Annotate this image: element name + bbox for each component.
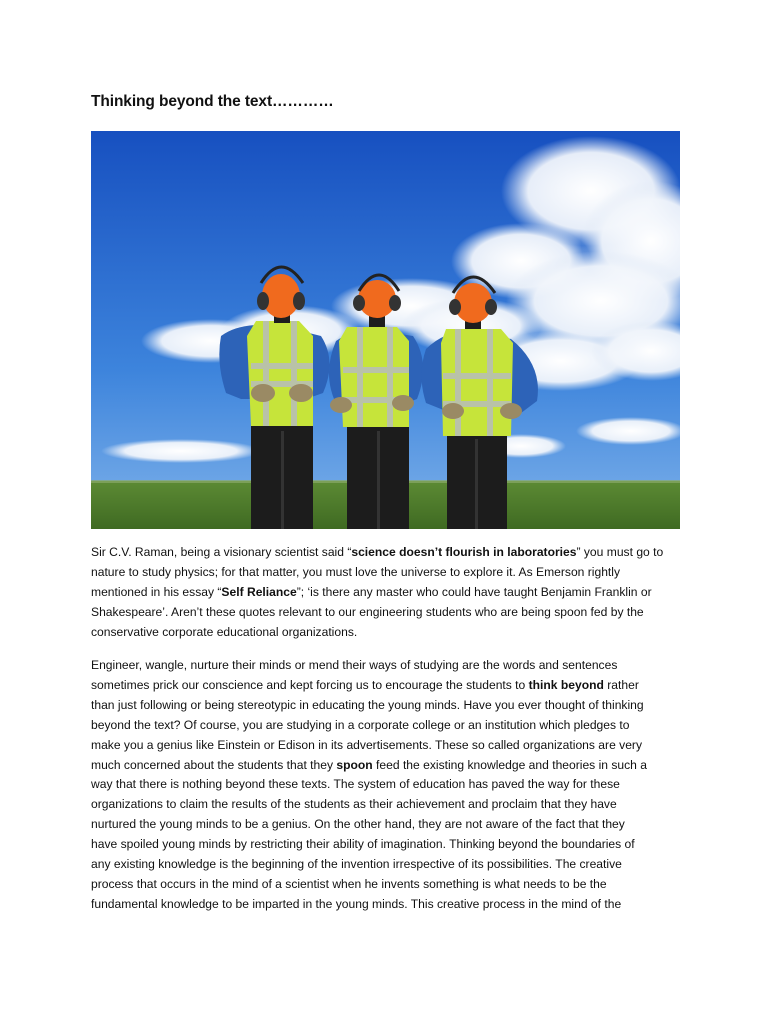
paragraph xyxy=(91,543,691,643)
text-run: feed the existing knowledge and theories in such a xyxy=(372,757,647,772)
text-line xyxy=(91,795,691,815)
bold-phrase: science doesn’t flourish in laboratories xyxy=(351,545,577,559)
text-line xyxy=(91,696,691,716)
text-line xyxy=(91,895,691,915)
bold-phrase: think beyond xyxy=(528,677,604,692)
text-line xyxy=(91,603,691,623)
text-run: process that occurs in the mind of a scientist when he invents something is what needs to be the xyxy=(91,876,607,891)
text-line xyxy=(91,736,691,756)
text-line xyxy=(91,543,691,563)
text-line xyxy=(91,835,691,855)
text-line xyxy=(91,676,691,696)
text-line xyxy=(91,775,691,795)
text-run: ” you must go to xyxy=(576,545,664,559)
text-line xyxy=(91,716,691,736)
text-line xyxy=(91,583,691,603)
text-run: beyond the text? Of course, you are studying in a corporate college or an institution which pledges to xyxy=(91,717,630,732)
text-run: make you a genius like Einstein or Edison in its advertisements. These so called organizations are very xyxy=(91,737,642,752)
text-run: nurtured the young minds to be a genius. On the other hand, they are not aware of the fact that they xyxy=(91,817,625,832)
text-run: rather xyxy=(603,677,639,692)
text-line xyxy=(91,656,691,676)
paragraph xyxy=(91,656,691,915)
text-run: sometimes prick our conscience and kept forcing us to encourage the students to xyxy=(91,677,529,692)
text-run: mentioned in his essay “ xyxy=(91,584,222,599)
workers-photo xyxy=(91,131,680,529)
text-run: ”; ‘is there any master who could have taught Benjamin Franklin or xyxy=(296,584,652,599)
bold-phrase: Self Reliance xyxy=(221,584,297,599)
text-line xyxy=(91,875,691,895)
text-line xyxy=(91,623,691,643)
text-run: than just following or being stereotypic in educating the young minds. Have you ever thought of thinking xyxy=(91,697,644,712)
text-run: have spoiled young minds by restricting their ability of imagination. Thinking beyond the boundaries of xyxy=(91,837,635,852)
text-run: organizations to claim the results of the students as their achievement and proclaim that they have xyxy=(91,797,617,812)
page-title: Thinking beyond the text………… xyxy=(91,93,334,110)
text-run: any existing knowledge is the beginning of the invention irrespective of its possibilities. The creative xyxy=(91,857,622,872)
text-run: way that there is nothing beyond these texts. The system of education has paved the way for these xyxy=(91,777,620,792)
text-run: fundamental knowledge to be imparted in the young minds. This creative process in the mind of the xyxy=(91,896,622,911)
text-run: nature to study physics; for that matter, you must love the universe to explore it. As Emerson rightly xyxy=(91,564,621,579)
text-run: conservative corporate educational organizations. xyxy=(91,624,358,639)
text-line xyxy=(91,756,691,776)
bold-phrase: spoon xyxy=(336,757,373,772)
text-run: Shakespeare’. Aren’t these quotes relevant to our engineering students who are being spoon fed by the xyxy=(91,604,644,619)
text-line xyxy=(91,855,691,875)
text-line xyxy=(91,563,691,583)
text-run: much concerned about the students that they xyxy=(91,757,337,772)
text-line xyxy=(91,815,691,835)
text-run: Engineer, wangle, nurture their minds or mend their ways of studying are the words and sentences xyxy=(91,658,618,672)
text-run: Sir C.V. Raman, being a visionary scientist said “ xyxy=(91,545,352,559)
